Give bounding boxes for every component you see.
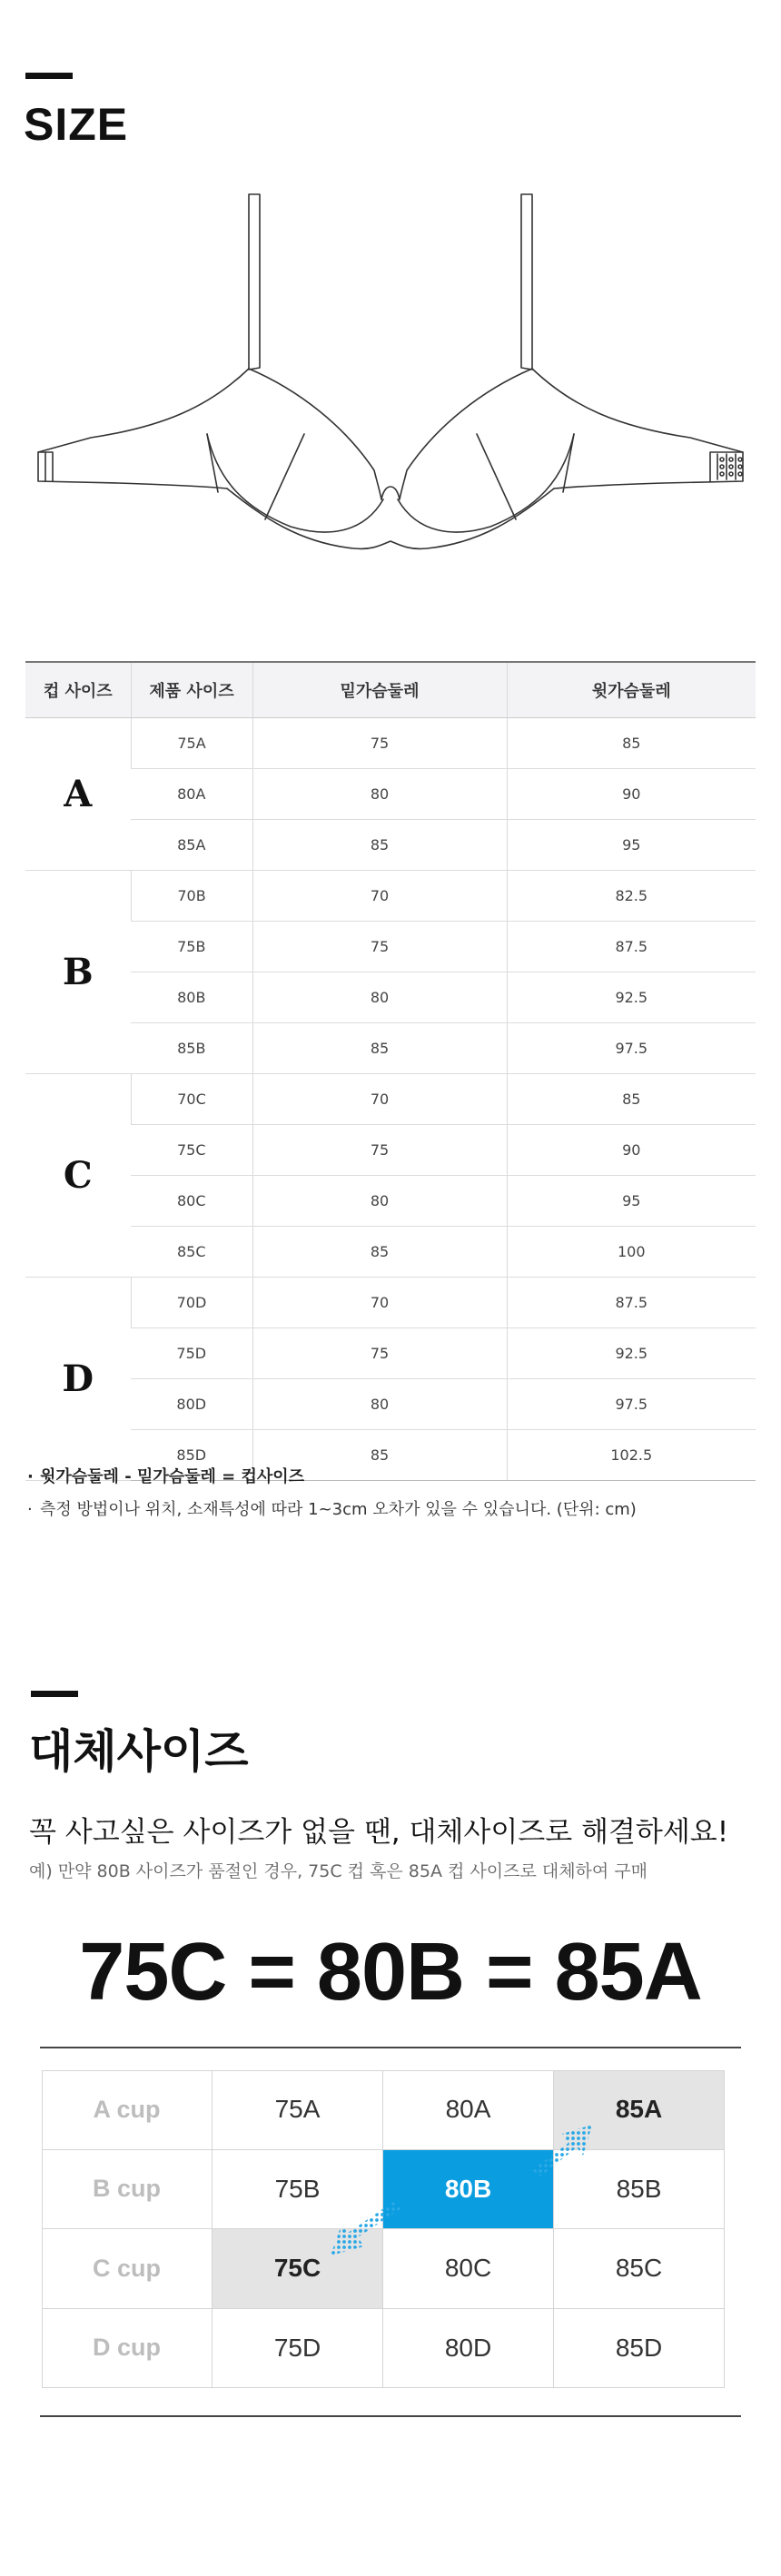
table-row [25,820,756,871]
table-row [25,871,756,922]
product-size-cell: 80A [131,769,252,820]
grid-size-cell: 75D [213,2309,383,2389]
table-row [25,769,756,820]
underbust-cell: 80 [252,769,507,820]
size-title: SIZE [24,99,129,150]
size-table-body [25,718,756,1481]
bust-cell: 85 [507,1074,756,1125]
grid-size-cell: 85A [554,2070,725,2150]
underbust-cell: 75 [252,922,507,972]
header-cup-size: 컵 사이즈 [25,662,131,718]
underbust-cell: 85 [252,1023,507,1074]
table-row [25,1328,756,1379]
grid-size-cell: 80B [383,2150,554,2230]
bust-cell: 85 [507,718,756,769]
table-row [25,1227,756,1278]
grid-row-header: B cup [42,2150,213,2230]
grid-row-header: A cup [42,2070,213,2150]
product-size-cell: 85D [131,1430,252,1481]
product-size-cell: 75C [131,1125,252,1176]
grid-row-header: C cup [42,2229,213,2309]
bust-cell: 97.5 [507,1379,756,1430]
underbust-cell: 85 [252,820,507,871]
product-size-cell: 80B [131,972,252,1023]
underbust-cell: 70 [252,1278,507,1328]
product-size-cell: 70B [131,871,252,922]
table-row [25,1125,756,1176]
underbust-cell: 75 [252,718,507,769]
underbust-cell: 85 [252,1227,507,1278]
note-measurement-error [27,1496,637,1520]
product-size-cell: 70C [131,1074,252,1125]
product-size-cell: 80C [131,1176,252,1227]
bust-cell: 82.5 [507,871,756,922]
bust-cell: 92.5 [507,972,756,1023]
table-row [25,1278,756,1328]
underbust-cell: 80 [252,1379,507,1430]
cup-size-cell: C [25,1074,131,1278]
header-bust: 윗가슴둘레 [507,662,756,718]
bust-cell: 92.5 [507,1328,756,1379]
underbust-cell: 80 [252,972,507,1023]
bra-illustration [27,182,754,563]
section-dash [25,73,73,79]
table-row [25,1176,756,1227]
bust-cell: 97.5 [507,1023,756,1074]
alt-size-example: 예) 만약 80B 사이즈가 품절인 경우, 75C 컵 혹은 85A 컵 사이즈로 대체하여 구매 [29,1861,648,1881]
header-product-size: 제품 사이즈 [131,662,252,718]
table-row [25,1379,756,1430]
note-text: 측정 방법이나 위치, 소재특성에 따라 1~3cm 오차가 있을 수 있습니다. (단위: cm) [40,1500,637,1519]
table-row [25,1023,756,1074]
bust-cell: 95 [507,820,756,871]
size-equation: 75C = 80B = 85A [79,1927,702,2018]
note-bullet: · [27,1500,33,1519]
product-size-cell: 75D [131,1328,252,1379]
table-row [25,922,756,972]
underbust-cell: 70 [252,1074,507,1125]
product-size-cell: 85C [131,1227,252,1278]
note-text: 윗가슴둘레 - 밑가슴둘레 = 컵사이즈 [40,1467,305,1486]
underbust-cell: 75 [252,1328,507,1379]
underbust-cell: 75 [252,1125,507,1176]
table-header-row [25,662,756,718]
product-size-cell: 85A [131,820,252,871]
cup-size-cell: D [25,1278,131,1481]
note-cup-formula [27,1464,304,1487]
grid-size-cell: 85B [554,2150,725,2230]
bust-cell: 90 [507,1125,756,1176]
section-dash [31,1691,78,1697]
alt-size-title: 대체사이즈 [29,1725,249,1778]
cup-size-cell: B [25,871,131,1074]
underbust-cell: 80 [252,1176,507,1227]
grid-size-cell: 85D [554,2309,725,2389]
underbust-cell: 70 [252,871,507,922]
divider [40,2415,741,2417]
divider [40,2047,741,2048]
product-size-cell: 75B [131,922,252,972]
grid-size-cell: 75C [213,2229,383,2309]
grid-size-cell: 80D [383,2309,554,2389]
bust-cell: 87.5 [507,1278,756,1328]
grid-size-cell: 80A [383,2070,554,2150]
product-size-cell: 85B [131,1023,252,1074]
alt-size-headline: 꼭 사고싶은 사이즈가 없을 땐, 대체사이즈로 해결하세요! [29,1816,729,1849]
grid-size-cell: 85C [554,2229,725,2309]
grid-row-header: D cup [42,2309,213,2389]
bust-cell: 87.5 [507,922,756,972]
bust-cell: 90 [507,769,756,820]
product-size-cell: 75A [131,718,252,769]
product-size-cell: 80D [131,1379,252,1430]
alt-size-grid [42,2070,725,2388]
grid-size-cell: 75B [213,2150,383,2230]
product-size-cell: 70D [131,1278,252,1328]
note-bullet: · [27,1467,34,1486]
table-row [25,1074,756,1125]
table-row [25,972,756,1023]
grid-size-cell: 80C [383,2229,554,2309]
grid-size-cell: 75A [213,2070,383,2150]
bust-cell: 100 [507,1227,756,1278]
table-row [25,718,756,769]
cup-size-cell: A [25,718,131,871]
size-table [25,661,756,1481]
header-underbust: 밑가슴둘레 [252,662,507,718]
bust-cell: 102.5 [507,1430,756,1481]
bust-cell: 95 [507,1176,756,1227]
underbust-cell: 85 [252,1430,507,1481]
